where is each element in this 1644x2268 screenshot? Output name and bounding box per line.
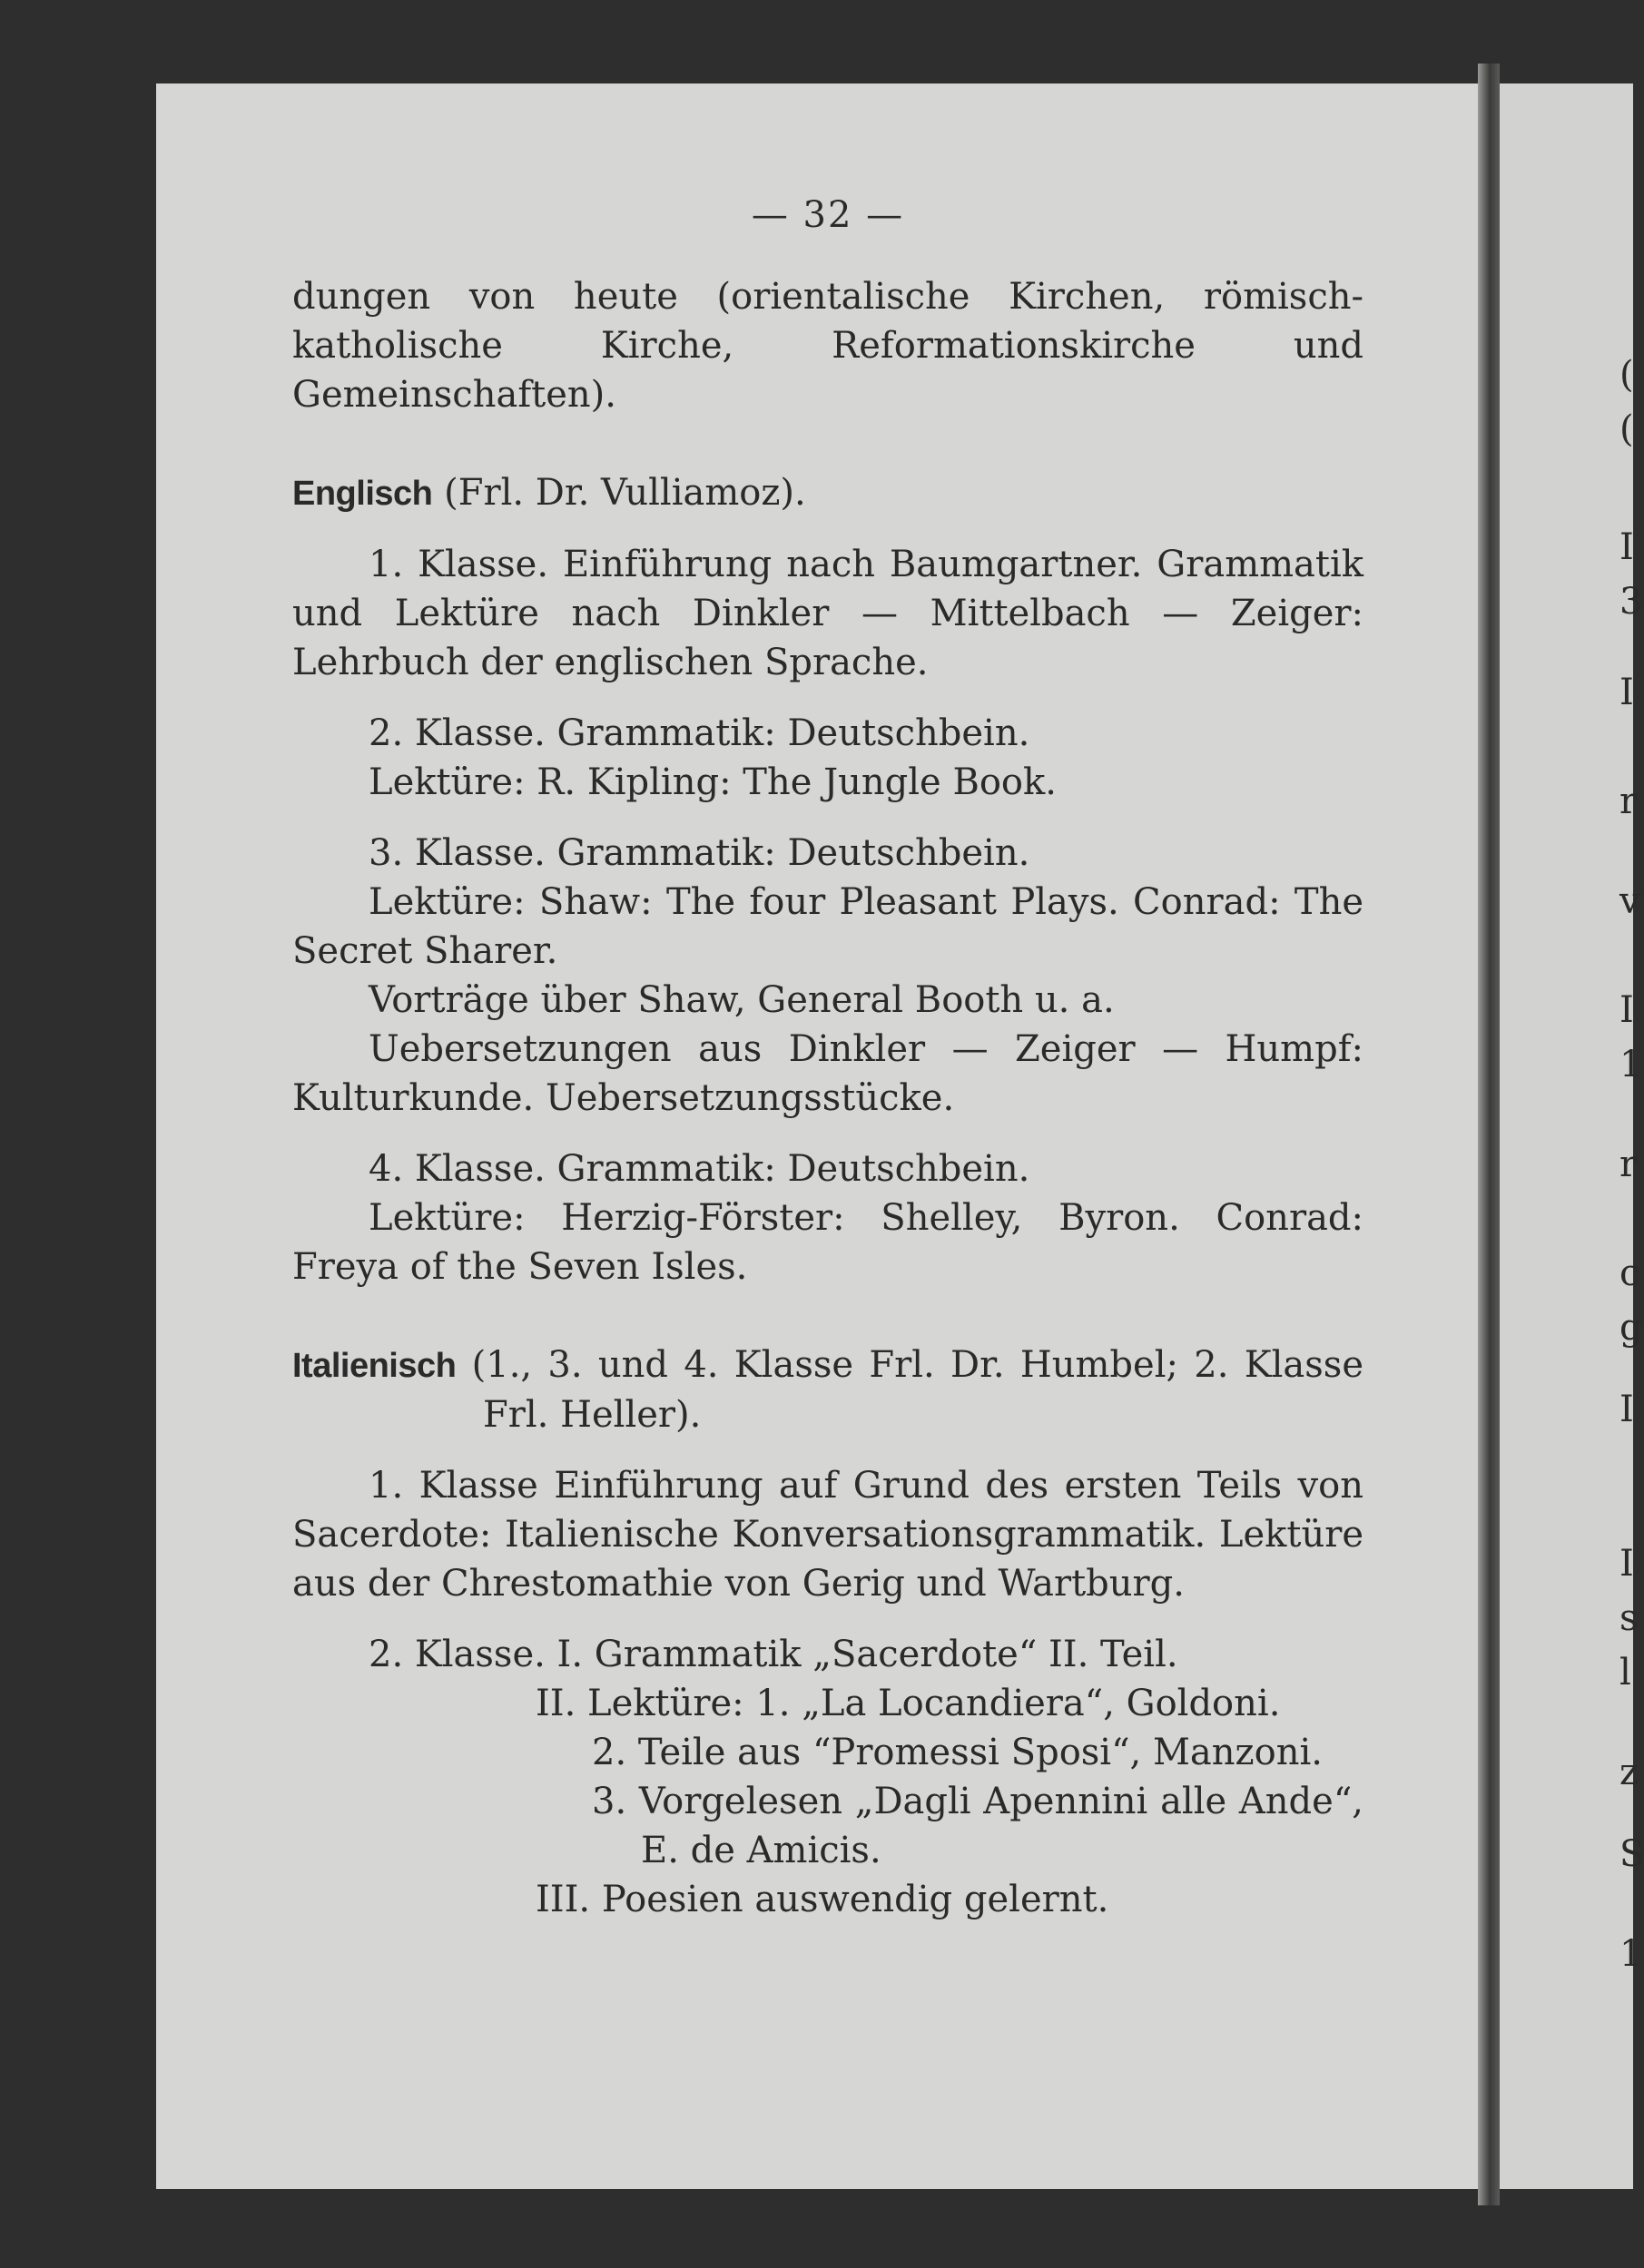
adjacent-page-letter: 1 bbox=[1619, 1044, 1643, 1085]
adjacent-page-letter: I bbox=[1619, 526, 1634, 568]
italienisch-klasse-2-grammatik: 2. Klasse. I. Grammatik „Sacerdote“ II. Teil. bbox=[369, 1634, 1178, 1675]
adjacent-page-letter: 3 bbox=[1619, 581, 1643, 623]
englisch-klasse-3-lektuere: Lektüre: Shaw: The four Pleasant Plays. Conrad: The Secret Sharer. bbox=[292, 881, 1363, 972]
adjacent-page-letter: v bbox=[1619, 880, 1640, 922]
adjacent-page-letter: z bbox=[1619, 1752, 1639, 1793]
englisch-klasse-2-grammatik: 2. Klasse. Grammatik: Deutschbein. bbox=[369, 712, 1030, 754]
englisch-heading-line bbox=[292, 468, 1363, 518]
englisch-klasse-3-grammatik: 3. Klasse. Grammatik: Deutschbein. bbox=[369, 832, 1030, 874]
adjacent-page-letter: ( bbox=[1619, 408, 1634, 450]
adjacent-page-letter: 1 bbox=[1619, 1933, 1643, 1975]
adjacent-page-letter: r bbox=[1619, 1144, 1638, 1185]
adjacent-page-letter: I bbox=[1619, 672, 1634, 713]
intro-paragraph: dungen von heute (orientalische Kirchen, römisch-katholische Kirche, Reformationskirche und Gemeinschaften). bbox=[292, 276, 1363, 416]
adjacent-page-letter: S bbox=[1619, 1833, 1644, 1875]
adjacent-page-letter: c bbox=[1619, 1252, 1640, 1294]
book-gutter bbox=[1478, 64, 1500, 2205]
italienisch-klasse-2-vorgelesen: 3. Vorgelesen „Dagli Apennini alle Ande“, E. de Amicis. bbox=[592, 1781, 1363, 1871]
italienisch-klasse-2-lektuere: II. Lektüre: 1. „La Locandiera“, Goldoni. bbox=[536, 1683, 1281, 1724]
englisch-klasse-4-grammatik: 4. Klasse. Grammatik: Deutschbein. bbox=[369, 1148, 1030, 1190]
italienisch-heading: Italienisch bbox=[292, 1347, 457, 1385]
adjacent-page-letter: r bbox=[1619, 781, 1638, 822]
adjacent-page-letter: I bbox=[1619, 989, 1634, 1031]
adjacent-page-letter: g bbox=[1619, 1307, 1643, 1349]
adjacent-page-letter: s bbox=[1619, 1597, 1639, 1639]
italienisch-teacher: (1., 3. und 4. Klasse Frl. Dr. Humbel; 2. Klasse Frl. Heller). bbox=[456, 1344, 1363, 1436]
englisch-klasse-3-vortraege: Vorträge über Shaw, General Booth u. a. bbox=[369, 979, 1115, 1021]
englisch-klasse-3-uebersetzungen: Uebersetzungen aus Dinkler — Zeiger — Humpf: Kulturkunde. Uebersetzungsstücke. bbox=[292, 1028, 1363, 1119]
italienisch-heading-line bbox=[292, 1340, 1363, 1439]
adjacent-page-letter: ( bbox=[1619, 354, 1634, 396]
adjacent-page-edge bbox=[1500, 83, 1644, 2189]
page-content bbox=[292, 191, 1363, 1924]
englisch-klasse-1: 1. Klasse. Einführung nach Baumgartner. Grammatik und Lektüre nach Dinkler — Mittelbach — Zeiger: Lehrbuch der englischen Sprache. bbox=[292, 544, 1363, 683]
italienisch-klasse-2-promessi-sposi: 2. Teile aus “Promessi Sposi“, Manzoni. bbox=[592, 1732, 1323, 1773]
page-number: — 32 — bbox=[751, 194, 905, 236]
englisch-klasse-2-lektuere: Lektüre: R. Kipling: The Jungle Book. bbox=[369, 761, 1057, 803]
englisch-teacher: (Frl. Dr. Vulliamoz). bbox=[432, 472, 806, 514]
adjacent-page-letter: I bbox=[1619, 1389, 1634, 1430]
adjacent-page-letter: I bbox=[1619, 1543, 1634, 1585]
englisch-klasse-4-lektuere: Lektüre: Herzig-Förster: Shelley, Byron. Conrad: Freya of the Seven Isles. bbox=[292, 1197, 1363, 1288]
adjacent-page-letter: l bbox=[1619, 1652, 1631, 1694]
italienisch-klasse-1: 1. Klasse Einführung auf Grund des ersten Teils von Sacerdote: Italienische Konversationsgrammatik. Lektüre aus der Chrestomathie von Gerig und Wartburg. bbox=[292, 1465, 1363, 1605]
englisch-heading: Englisch bbox=[292, 475, 433, 513]
italienisch-klasse-2-poesien: III. Poesien auswendig gelernt. bbox=[536, 1879, 1109, 1920]
